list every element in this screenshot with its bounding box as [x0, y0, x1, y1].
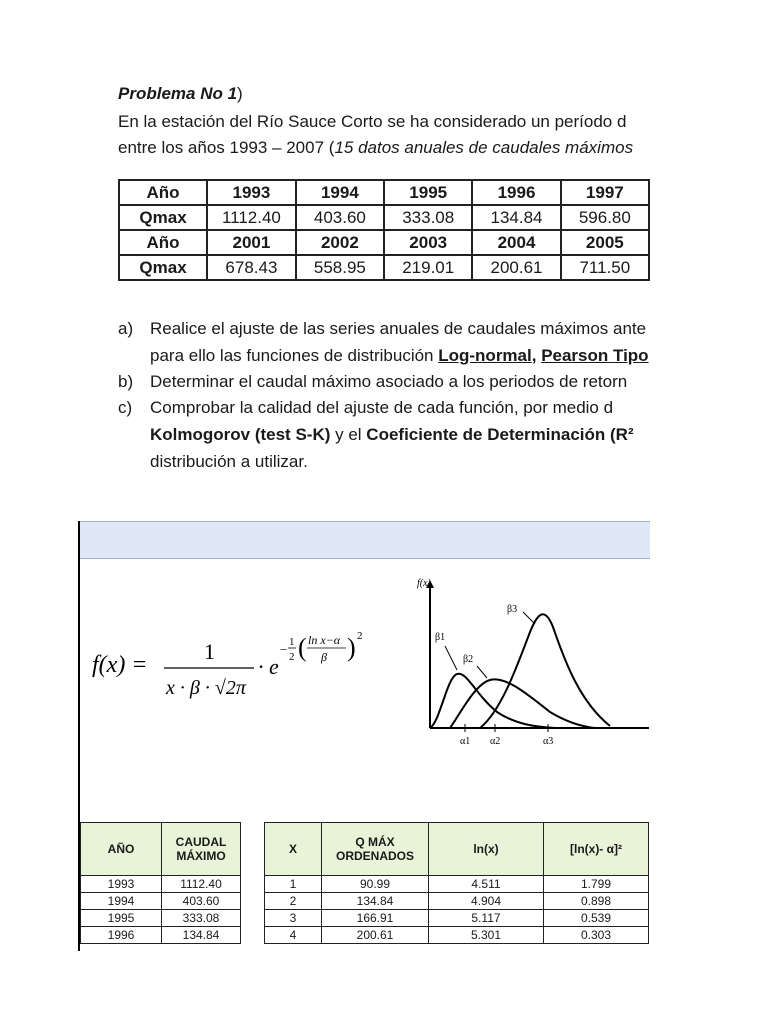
table-cell: 5.301 [429, 927, 544, 944]
problem-title-bold: Problema No 1 [118, 84, 238, 103]
flow-cell: 2003 [384, 230, 472, 255]
series-label-3: β3 [507, 604, 518, 615]
flow-cell: 596.80 [561, 205, 649, 230]
series-arrow-3 [523, 612, 535, 624]
table-cell: 4.904 [429, 893, 544, 910]
years-header-cell: AÑO [81, 823, 162, 876]
formula-numerator: 1 [204, 639, 215, 664]
table-cell: 333.08 [162, 910, 241, 927]
item-c-mid: y el [330, 425, 367, 444]
sorted-header-cell: X [265, 823, 322, 876]
sorted-table-header [265, 823, 649, 876]
flow-cell: 558.95 [296, 255, 384, 280]
table-cell: 1996 [81, 927, 162, 944]
formula-exp-base: · e [258, 654, 279, 679]
table-cell: 4 [265, 927, 322, 944]
flow-table-row [119, 205, 649, 230]
flow-cell: Qmax [119, 205, 207, 230]
table-row [265, 876, 649, 893]
item-b-label: b) [118, 372, 134, 391]
y-axis-label: f(x) [417, 578, 431, 589]
table-cell: 0.303 [544, 927, 649, 944]
flow-cell: 1993 [207, 180, 296, 205]
intro-line-1-cut: d [617, 112, 627, 131]
flow-cell: Año [119, 230, 207, 255]
flow-table [118, 179, 650, 281]
sorted-header-cell: ln(x) [429, 823, 544, 876]
item-b [118, 372, 627, 392]
table-cell: 2 [265, 893, 322, 910]
table-cell: 90.99 [322, 876, 429, 893]
table-cell: 1 [265, 876, 322, 893]
flow-cell: 2002 [296, 230, 384, 255]
flow-cell: 1995 [384, 180, 472, 205]
item-b-line1: Determinar el caudal máximo asociado a los periodos de retorn [150, 372, 628, 391]
flow-cell: 134.84 [472, 205, 560, 230]
series-label-2: β2 [463, 654, 474, 665]
table-cell: 1.799 [544, 876, 649, 893]
formula-paren-left: ( [298, 633, 307, 662]
table-row [81, 876, 241, 893]
flow-cell: Qmax [119, 255, 207, 280]
problem-title-tail: ) [237, 84, 243, 103]
lognormal-formula [92, 620, 392, 710]
formula-half-num: 1 [289, 636, 295, 648]
item-c [118, 398, 613, 418]
years-table-header [81, 823, 241, 876]
formula-power: 2 [357, 630, 363, 642]
intro-line-2-italic: 15 datos anuales de caudales máximos [334, 138, 634, 157]
x-tick-label-2: α2 [490, 736, 501, 747]
flow-cell: 219.01 [384, 255, 472, 280]
table-row [81, 927, 241, 944]
item-a-line1: Realice el ajuste de las series anuales de caudales máximos ante [150, 319, 647, 338]
item-a [118, 319, 646, 339]
item-a-sep: , [531, 346, 542, 365]
flow-cell: 2005 [561, 230, 649, 255]
intro-line-2-text: entre los años 1993 – 2007 ( [118, 138, 335, 157]
flow-table-row [119, 230, 649, 255]
flow-cell: 1994 [296, 180, 384, 205]
intro-line-1 [118, 112, 626, 132]
formula-denominator: x · β · √2π [166, 677, 246, 699]
formula-lhs: f(x) = [92, 652, 148, 678]
table-cell: 1993 [81, 876, 162, 893]
table-cell: 3 [265, 910, 322, 927]
item-c-bold-1: Kolmogorov (test S-K) [150, 425, 331, 444]
formula-inner-den: β [321, 650, 327, 664]
item-c-line3: distribución a utilizar. [150, 452, 308, 471]
table-cell: 1112.40 [162, 876, 241, 893]
flow-cell: 200.61 [472, 255, 560, 280]
years-table [80, 822, 241, 944]
table-cell: 134.84 [162, 927, 241, 944]
flow-cell: 333.08 [384, 205, 472, 230]
series-curve-2 [450, 679, 595, 728]
table-row [81, 893, 241, 910]
x-tick-label-1: α1 [460, 736, 471, 747]
intro-line-1-text: En la estación del Río Sauce Corto se ha considerado un período [118, 112, 613, 131]
sorted-table [264, 822, 649, 944]
formula-paren-right: ) [347, 633, 356, 662]
flow-cell: 1996 [472, 180, 560, 205]
item-a-line2 [150, 346, 649, 366]
flow-cell: 2001 [207, 230, 296, 255]
item-c-line1: Comprobar la calidad del ajuste de cada función, por medio d [150, 398, 614, 417]
item-c-bold-2: Coeficiente de Determinación (R² [366, 425, 634, 444]
table-row [265, 893, 649, 910]
table-row [265, 910, 649, 927]
series-curve-3 [480, 614, 610, 728]
table-cell: 0.539 [544, 910, 649, 927]
flow-cell: 678.43 [207, 255, 296, 280]
table-cell: 5.117 [429, 910, 544, 927]
problem-title [118, 84, 243, 104]
flow-table-row [119, 255, 649, 280]
series-label-1: β1 [435, 632, 446, 643]
flow-table-row [119, 180, 649, 205]
formula-half-den: 2 [289, 651, 295, 663]
item-a-label: a) [118, 319, 134, 338]
item-a-line2-pre: para ello las funciones de distribución [150, 346, 439, 365]
table-row [81, 910, 241, 927]
formula-inner-num: ln x−α [308, 633, 341, 647]
table-cell: 1995 [81, 910, 162, 927]
table-cell: 4.511 [429, 876, 544, 893]
item-c-line2 [150, 425, 634, 445]
sorted-header-cell: Q MÁX ORDENADOS [322, 823, 429, 876]
pearson-link-text: Pearson Tipo [541, 346, 649, 365]
table-cell: 1994 [81, 893, 162, 910]
table-row [265, 927, 649, 944]
log-normal-link-text: Log-normal [438, 346, 532, 365]
formula-exp-sign: − [280, 642, 288, 657]
series-arrow-1 [445, 646, 457, 670]
table-cell: 166.91 [322, 910, 429, 927]
flow-cell: 1997 [561, 180, 649, 205]
flow-cell: 1112.40 [207, 205, 296, 230]
intro-line-2 [118, 138, 633, 158]
sheet-header-bar [78, 521, 650, 559]
years-header-cell: CAUDAL MÁXIMO [162, 823, 241, 876]
item-c-label: c) [118, 398, 133, 417]
table-cell: 134.84 [322, 893, 429, 910]
flow-cell: 2004 [472, 230, 560, 255]
distribution-chart [405, 572, 650, 772]
table-cell: 0.898 [544, 893, 649, 910]
flow-cell: 711.50 [561, 255, 649, 280]
flow-cell: Año [119, 180, 207, 205]
flow-cell: 403.60 [296, 205, 384, 230]
table-cell: 200.61 [322, 927, 429, 944]
series-arrow-2 [477, 666, 487, 678]
sorted-header-cell: [ln(x)- α]² [544, 823, 649, 876]
table-cell: 403.60 [162, 893, 241, 910]
x-tick-label-3: α3 [543, 736, 554, 747]
